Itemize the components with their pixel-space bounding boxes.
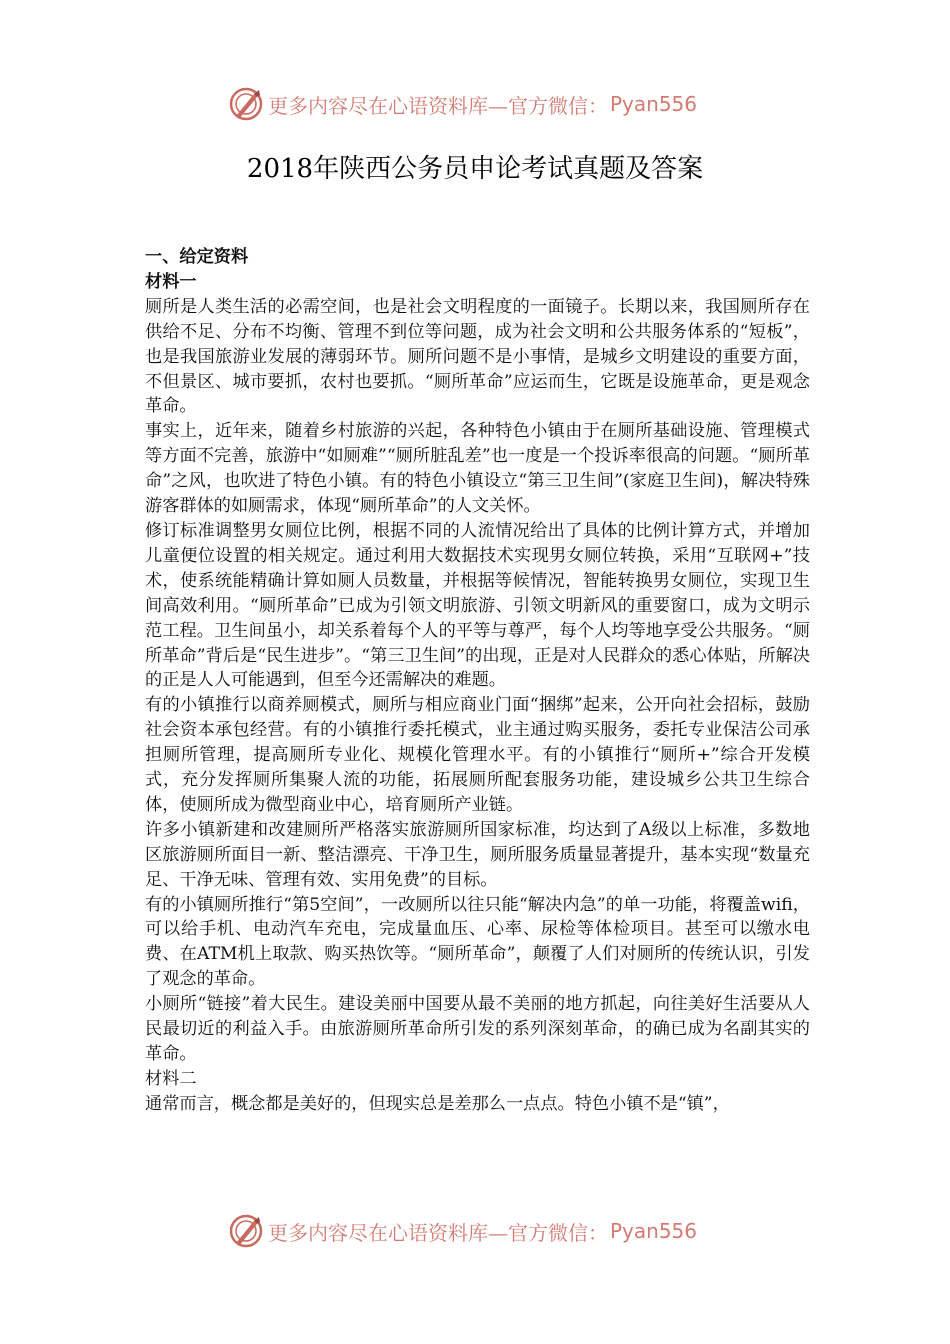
watermark-text: 更多内容尽在心语资料库—官方微信：: [268, 93, 608, 118]
material2-heading: 材料二: [145, 1068, 197, 1089]
watermark-wechat-id: Pyan556: [610, 1219, 698, 1243]
paragraph: 修订标准调整男女厕位比例，根据不同的人流情况给出了具体的比例计算方式，并增加儿童便位设置的相关规定。通过利用大数据技术实现男女厕位转换，采用“互联网+”技术，使系统能精确计算如厕人员数量，并根据等候情况，智能转换男女厕位，实现卫生间高效利用。“厕所革命”已成为引领文明旅游、引领文明新风的重要窗口，成为文明示范工程。卫生间虽小，却关系着每个人的平等与尊严，每个人均等地享受公共服务。“厕所革命”背后是“民生进步”。“第三卫生间”的出现，正是对人民群众的悉心体贴，所解决的正是人人可能遇到，但至今还需解决的难题。: [145, 520, 810, 691]
document-body: [145, 245, 810, 1117]
watermark-banner-top: [0, 84, 950, 124]
watermark-text: 更多内容尽在心语资料库—官方微信：: [268, 1220, 608, 1245]
paragraph: 小厕所“链接”着大民生。建设美丽中国要从最不美丽的地方抓起，向往美好生活要从人民最切近的利益入手。由旅游厕所革命所引发的系列深刻革命，的确已成为名副其实的革命。: [145, 994, 810, 1064]
paragraph: 通常而言，概念都是美好的，但现实总是差那么一点点。特色小镇不是“镇”，: [145, 1093, 730, 1114]
paragraph: 许多小镇新建和改建厕所严格落实旅游厕所国家标准，均达到了A级以上标准，多数地区旅游厕所面目一新、整洁漂亮、干净卫生，厕所服务质量显著提升，基本实现“数量充足、干净无味、管理有效、实用免费”的目标。: [145, 819, 810, 890]
material1-heading: 材料一: [145, 271, 197, 292]
logo-icon: [228, 86, 264, 122]
page-title: 2018年陕西公务员申论考试真题及答案: [246, 154, 704, 184]
section-heading: 一、给定资料: [145, 247, 249, 267]
paragraph: 有的小镇厕所推行“第5空间”，一改厕所以往只能“解决内急”的单一功能，将覆盖wifi，可以给手机、电动汽车充电，完成量血压、心率、尿检等体检项目。甚至可以缴水电费、在ATM机上取款、购买热饮等。“厕所革命”，颠覆了人们对厕所的传统认识，引发了观念的革命。: [145, 894, 810, 990]
watermark-wechat-id: Pyan556: [610, 92, 698, 116]
watermark-banner-bottom: [0, 1211, 950, 1251]
paragraph: 有的小镇推行以商养厕模式，厕所与相应商业门面“捆绑”起来，公开向社会招标，鼓励社会资本承包经营。有的小镇推行委托模式，业主通过购买服务，委托专业保洁公司承担厕所管理，提高厕所专业化、规模化管理水平。有的小镇推行“厕所+”综合开发模式，充分发挥厕所集聚人流的功能，拓展厕所配套服务功能，建设城乡公共卫生综合体，使厕所成为微型商业中心，培育厕所产业链。: [145, 695, 810, 815]
logo-icon: [228, 1213, 264, 1249]
paragraph: 事实上，近年来，随着乡村旅游的兴起，各种特色小镇由于在厕所基础设施、管理模式等方面不完善，旅游中“如厕难”“厕所脏乱差”也一度是一个投诉率很高的问题。“厕所革命”之风，也吹进了特色小镇。有的特色小镇设立“第三卫生间”(家庭卫生间)，解决特殊游客群体的如厕需求，体现“厕所革命”的人文关怀。: [145, 421, 810, 517]
paragraph: 厕所是人类生活的必需空间，也是社会文明程度的一面镜子。长期以来，我国厕所存在供给不足、分布不均衡、管理不到位等问题，成为社会文明和公共服务体系的“短板”，也是我国旅游业发展的薄弱环节。厕所问题不是小事情，是城乡文明建设的重要方面，不但景区、城市要抓，农村也要抓。“厕所革命”应运而生，它既是设施革命，更是观念革命。: [145, 296, 810, 417]
